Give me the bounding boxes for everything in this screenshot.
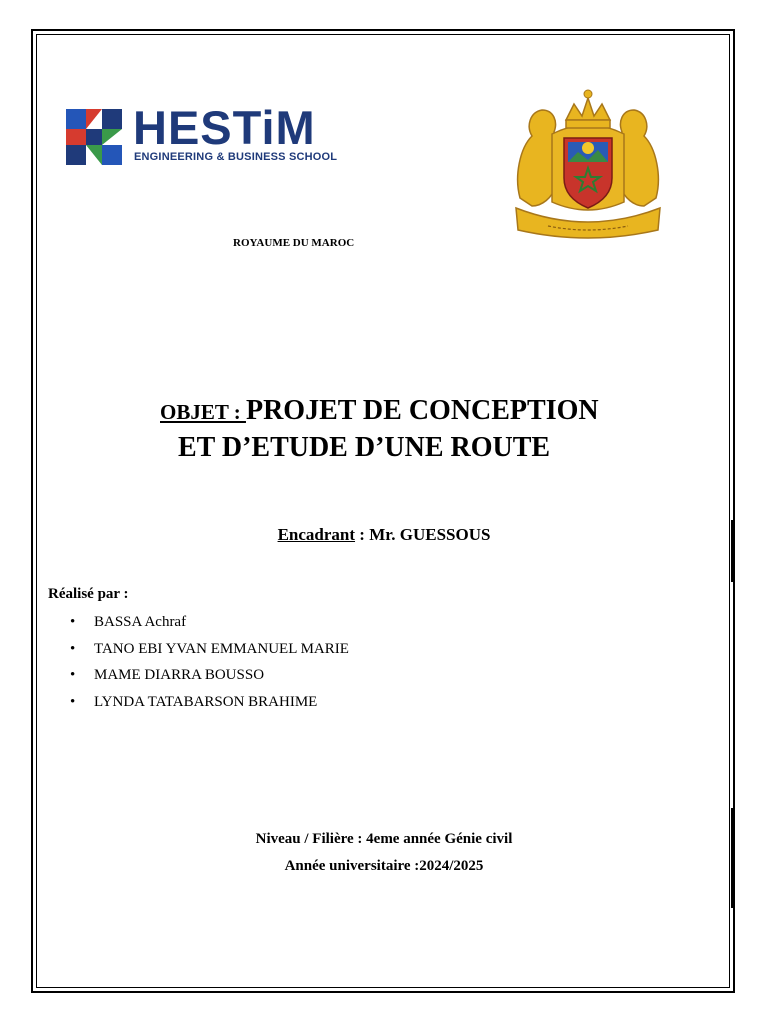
academic-year: Année universitaire :2024/2025	[284, 858, 484, 874]
member-name: LYNDA TATABARSON BRAHIME	[94, 693, 318, 710]
bullet-icon: •	[70, 614, 76, 630]
bullet-icon: •	[70, 667, 76, 683]
objet-heading	[160, 395, 599, 427]
list-item	[70, 692, 349, 719]
level-field: Niveau / Filière : 4eme année Génie civil	[255, 831, 513, 847]
morocco-coat-of-arms-icon	[512, 86, 664, 242]
brand-tagline: ENGINEERING & BUSINESS SCHOOL	[134, 151, 338, 163]
brand-name: HESTiM	[133, 101, 316, 154]
document-title-line1: PROJET DE CONCEPTION	[245, 395, 599, 426]
member-name: MAME DIARRA BOUSSO	[94, 667, 265, 683]
member-name: BASSA Achraf	[94, 614, 187, 630]
supervisor-label: Encadrant	[277, 525, 356, 544]
bullet-icon: •	[70, 693, 76, 710]
member-name: TANO EBI YVAN EMMANUEL MARIE	[94, 640, 349, 657]
supervisor	[0, 525, 768, 545]
kingdom-label: ROYAUME DU MAROC	[233, 237, 355, 249]
list-item	[70, 639, 349, 666]
hestim-mark-icon	[66, 109, 122, 165]
document-title-line2: ET D’ETUDE D’UNE ROUTE	[178, 432, 551, 463]
bullet-icon: •	[70, 640, 76, 657]
team-list	[70, 612, 349, 718]
supervisor-name: Mr. GUESSOUS	[369, 525, 491, 544]
team-label: Réalisé par :	[48, 586, 129, 602]
list-item	[70, 612, 349, 639]
objet-label: OBJET :	[160, 400, 246, 424]
list-item	[70, 665, 349, 692]
supervisor-separator: :	[355, 525, 370, 544]
